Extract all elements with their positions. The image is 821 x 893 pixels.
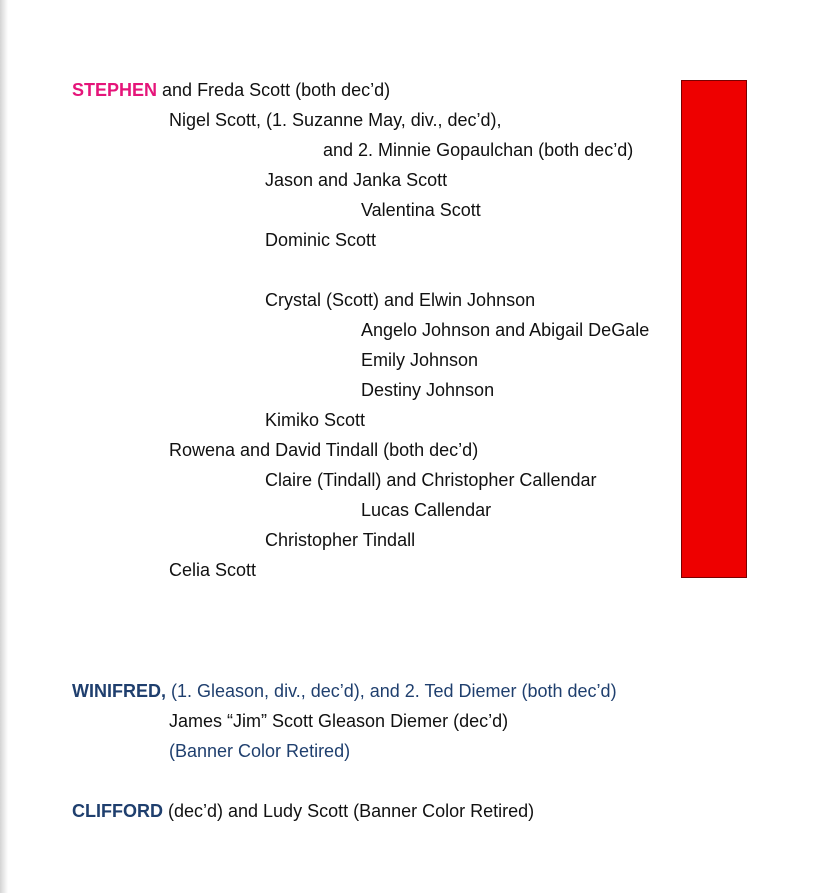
family-line: Rowena and David Tindall (both dec’d) xyxy=(169,440,479,460)
winifred-name: WINIFRED, xyxy=(72,681,166,701)
clifford-heading xyxy=(72,800,534,822)
stephen-heading-rest: and Freda Scott (both dec’d) xyxy=(157,80,391,100)
family-line: Christopher Tindall xyxy=(265,530,416,550)
family-line: Valentina Scott xyxy=(361,200,481,220)
family-line: Jason and Janka Scott xyxy=(265,170,448,190)
family-line: Dominic Scott xyxy=(265,230,377,250)
winifred-heading-rest: (1. Gleason, div., dec’d), and 2. Ted Diemer (both dec’d) xyxy=(166,681,617,701)
family-line: Nigel Scott, (1. Suzanne May, div., dec’d), xyxy=(169,110,502,130)
family-line: Claire (Tindall) and Christopher Callendar xyxy=(265,470,597,490)
family-line: Lucas Callendar xyxy=(361,500,492,520)
family-line: Destiny Johnson xyxy=(361,380,495,400)
clifford-name: CLIFFORD xyxy=(72,801,163,821)
stephen-banner-color-swatch xyxy=(681,80,747,578)
family-line: Emily Johnson xyxy=(361,350,479,370)
family-line: Kimiko Scott xyxy=(265,410,366,430)
clifford-heading-rest: (dec’d) and Ludy Scott (Banner Color Retired) xyxy=(162,801,535,821)
stephen-name: STEPHEN xyxy=(72,80,158,100)
family-line: Celia Scott xyxy=(169,560,257,580)
family-line: Angelo Johnson and Abigail DeGale xyxy=(361,320,650,340)
stephen-heading xyxy=(72,79,390,101)
family-line: James “Jim” Scott Gleason Diemer (dec’d) xyxy=(169,711,509,731)
winifred-heading xyxy=(72,680,617,702)
retired-note: (Banner Color Retired) xyxy=(169,741,351,761)
page-edge-shadow xyxy=(0,0,8,893)
family-line: and 2. Minnie Gopaulchan (both dec’d) xyxy=(323,140,634,160)
family-line: Crystal (Scott) and Elwin Johnson xyxy=(265,290,536,310)
